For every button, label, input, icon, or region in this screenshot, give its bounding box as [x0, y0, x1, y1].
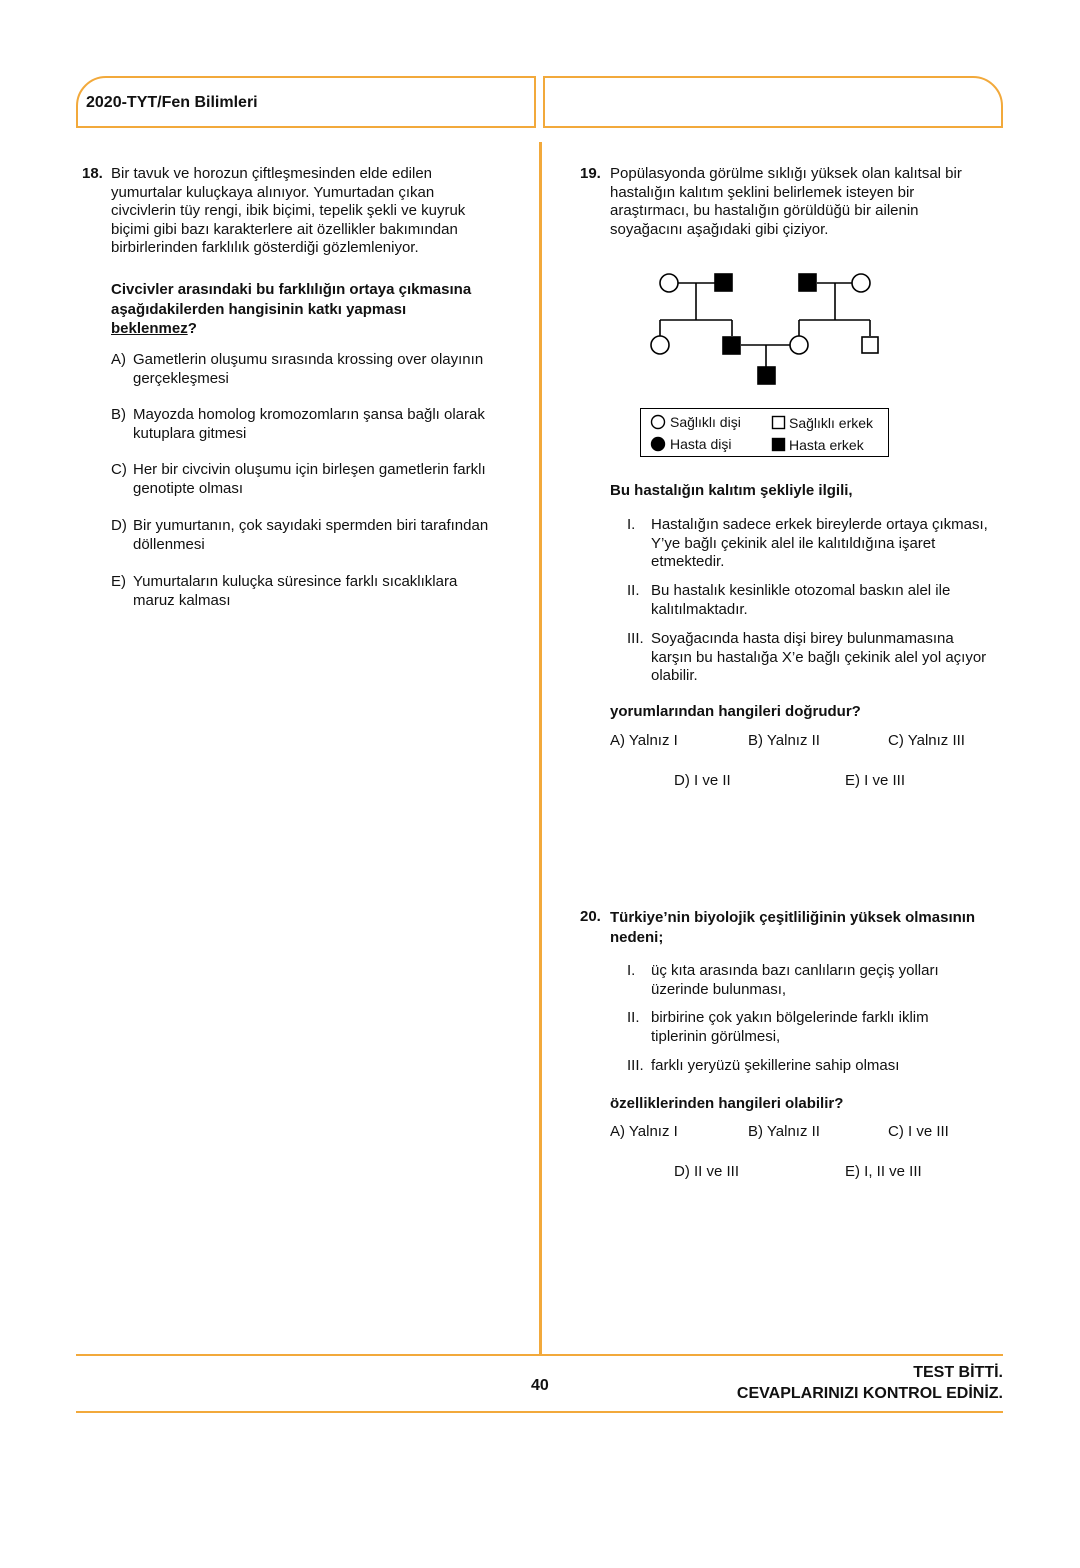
q19-answer-e[interactable]: E) I ve III: [845, 772, 906, 789]
q20-answer-c[interactable]: C) I ve III: [888, 1123, 949, 1140]
q18-stem-line: birbirlerinden farklılık gösterdiği gözlemleniyor.: [111, 239, 419, 257]
footer-top-rule: [76, 1354, 1003, 1356]
legend-healthy-female: Sağlıklı dişi: [670, 414, 741, 430]
q19-answer-d[interactable]: D) I ve II: [674, 772, 731, 789]
option-key: C): [111, 461, 127, 478]
item-text: tiplerinin görülmesi,: [651, 1027, 781, 1045]
q20-answer-a[interactable]: A) Yalnız I: [610, 1123, 678, 1140]
q19-stem: [610, 165, 962, 239]
option-text: maruz kalması: [133, 592, 231, 609]
item-numeral: II.: [627, 1009, 640, 1026]
column-divider: [539, 142, 542, 1354]
item-text: karşın bu hastalığa X’e bağlı çekinik alel yol açıyor: [651, 648, 987, 666]
item-text: birbirine çok yakın bölgelerinde farklı iklim: [651, 1009, 929, 1026]
q18-stem-line: yumurtalar kuluçkaya alınıyor. Yumurtadan çıkan: [111, 183, 435, 201]
pedigree-sick-male: [723, 337, 740, 354]
q18-question-negation: beklenmez: [111, 320, 188, 337]
item-text: etmektedir.: [651, 553, 725, 571]
option-text: gerçekleşmesi: [133, 370, 229, 387]
footer-bottom-rule: [76, 1411, 1003, 1413]
option-text: kutuplara gitmesi: [133, 425, 247, 442]
option-text: Mayozda homolog kromozomların şansa bağlı olarak: [133, 406, 485, 423]
option-text: döllenmesi: [133, 536, 205, 553]
item-text: Bu hastalık kesinlikle otozomal baskın alel ile: [651, 582, 951, 599]
pedigree-healthy-female: [651, 336, 669, 354]
q18-question-line: aşağıdakilerden hangisinin katkı yapması: [111, 300, 407, 318]
legend-sick-female: Hasta dişi: [670, 436, 732, 452]
q18-number: 18.: [82, 165, 103, 182]
option-key: D): [111, 517, 127, 534]
item-text: üç kıta arasında bazı canlıların geçiş yolları: [651, 962, 939, 979]
option-text: genotipte olması: [133, 480, 244, 497]
page-number: 40: [531, 1377, 549, 1394]
pedigree-sick-male: [715, 274, 732, 291]
sick-female-symbol: [650, 436, 666, 452]
option-key: E): [111, 573, 126, 590]
option-key: B): [111, 406, 126, 423]
item-text: Hastalığın sadece erkek bireylerde ortaya çıkması,: [651, 516, 988, 533]
check-answers-notice: CEVAPLARINIZI KONTROL EDİNİZ.: [736, 1385, 1003, 1402]
q18-stem: [111, 165, 465, 258]
item-numeral: I.: [627, 516, 636, 533]
pedigree-healthy-female: [852, 274, 870, 292]
pedigree-healthy-male: [862, 337, 878, 353]
item-text: Y’ye bağlı çekinik alel ile kalıtıldığına işaret: [651, 534, 936, 552]
option-key: A): [111, 351, 126, 368]
pedigree-healthy-female: [660, 274, 678, 292]
legend-sick-male: Hasta erkek: [789, 437, 864, 453]
q18-stem-line: Bir tavuk ve horozun çiftleşmesinden elde edilen: [111, 165, 433, 182]
pedigree-sick-male: [799, 274, 816, 291]
sick-male-symbol: [771, 437, 787, 453]
q18-question-line: Civcivler arasındaki bu farklılığın ortaya çıkmasına: [111, 281, 472, 298]
item-numeral: III.: [627, 630, 644, 647]
item-text: Soyağacında hasta dişi birey bulunmamasına: [651, 630, 954, 647]
q19-answer-b[interactable]: B) Yalnız II: [748, 732, 820, 749]
q19-stem-line: Popülasyonda görülme sıklığı yüksek olan kalıtsal bir: [610, 165, 962, 182]
healthy-male-symbol: [771, 415, 787, 431]
q20-question-line: nedeni;: [610, 928, 664, 946]
pedigree-sick-male: [758, 367, 775, 384]
q20-number: 20.: [580, 908, 601, 925]
q18-question: [111, 280, 471, 339]
option-text: Her bir civcivin oluşumu için birleşen gametlerin farklı: [133, 461, 486, 478]
item-numeral: III.: [627, 1057, 644, 1074]
q20-question-end: özelliklerinden hangileri olabilir?: [610, 1095, 844, 1112]
q20-question-line: Türkiye’nin biyolojik çeşitliliğinin yüksek olmasının: [610, 909, 976, 926]
page-title: 2020-TYT/Fen Bilimleri: [86, 94, 258, 111]
q20-answer-d[interactable]: D) II ve III: [674, 1163, 740, 1180]
option-text: Gametlerin oluşumu sırasında krossing over olayının: [133, 351, 484, 368]
q19-question-end: yorumlarından hangileri doğrudur?: [610, 703, 861, 720]
item-numeral: II.: [627, 582, 640, 599]
pedigree-healthy-female: [790, 336, 808, 354]
q18-stem-line: civcivlerin tüy rengi, ibik biçimi, tepelik şekli ve kuyruk: [111, 202, 466, 220]
q19-answer-c[interactable]: C) Yalnız III: [888, 732, 965, 749]
q19-stem-line: hastalığın kalıtım şeklini belirlemek isteyen bir: [610, 183, 915, 201]
option-text: Yumurtaların kuluçka süresince farklı sıcaklıklara: [133, 573, 458, 590]
q19-stem-line: araştırmacı, bu hastalığın görüldüğü bir ailenin: [610, 202, 919, 220]
pedigree-chart: [640, 260, 900, 400]
item-text: kalıtılmaktadır.: [651, 600, 748, 618]
q19-answer-a[interactable]: A) Yalnız I: [610, 732, 678, 749]
item-text: üzerinde bulunması,: [651, 980, 787, 998]
item-numeral: I.: [627, 962, 636, 979]
q18-stem-line: biçimi gibi bazı karakterlere ait özellikler bakımından: [111, 220, 458, 238]
healthy-female-symbol: [650, 414, 666, 430]
item-text: farklı yeryüzü şekillerine sahip olması: [651, 1057, 900, 1074]
q19-stem-line: soyağacını aşağıdaki gibi çiziyor.: [610, 220, 829, 238]
q19-question-lead: Bu hastalığın kalıtım şekliyle ilgili,: [610, 482, 853, 499]
q18-question-mark: ?: [187, 320, 197, 337]
q20-answer-e[interactable]: E) I, II ve III: [845, 1163, 922, 1180]
q20-answer-b[interactable]: B) Yalnız II: [748, 1123, 820, 1140]
option-text: Bir yumurtanın, çok sayıdaki spermden biri tarafından: [133, 517, 489, 534]
q20-question: [610, 908, 975, 947]
test-end-notice: TEST BİTTİ.: [913, 1364, 1003, 1381]
header-right-box: [543, 76, 1003, 128]
q19-number: 19.: [580, 165, 601, 182]
item-text: olabilir.: [651, 667, 698, 685]
legend-healthy-male: Sağlıklı erkek: [789, 415, 874, 431]
pedigree-legend: [640, 408, 889, 457]
